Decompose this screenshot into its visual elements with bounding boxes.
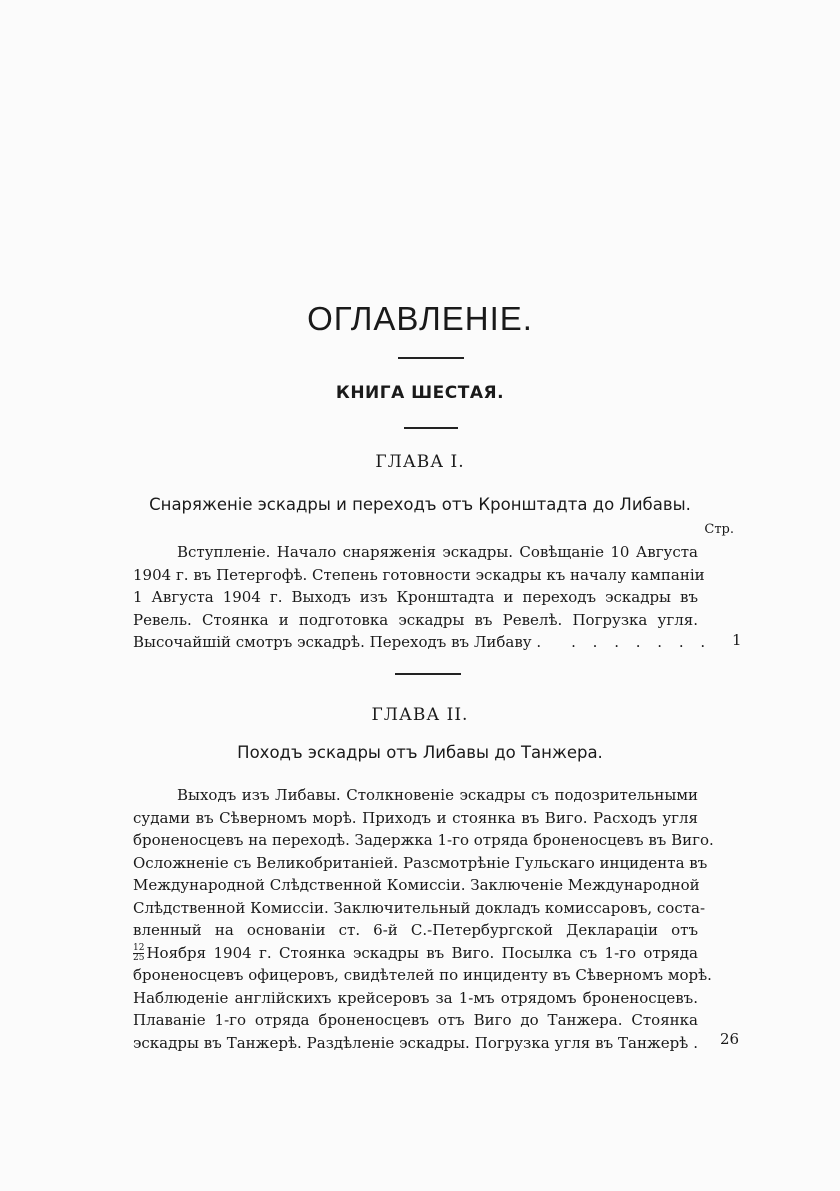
summary-line: Ноября 1904 г. Стоянка эскадры въ Виго. Посылка съ 1-го отряда: [146, 943, 698, 962]
chapter-2-subtitle: Походъ эскадры отъ Либавы до Танжера.: [237, 743, 603, 762]
summary-line: эскадры въ Танжерѣ. Раздѣленіе эскадры. Погрузка угля въ Танжерѣ .: [133, 1033, 698, 1052]
fraction-numerator: 12: [133, 943, 145, 953]
summary-line: судами въ Сѣверномъ морѣ. Приходъ и стоянка въ Виго. Расходъ угля: [133, 808, 698, 827]
book-divider: [404, 427, 458, 429]
chapter-1-heading: ГЛАВА I.: [375, 452, 465, 472]
summary-line: Слѣдственной Комиссіи. Заключительный докладъ комиссаровъ, соста-: [133, 898, 706, 917]
summary-line: 1904 г. въ Петергофѣ. Степень готовности эскадры къ началу кампаніи: [133, 565, 705, 584]
summary-line-with-fraction: [133, 942, 698, 965]
summary-line: Плаваніе 1-го отряда броненосцевъ отъ Виго до Танжера. Стоянка: [133, 1011, 698, 1029]
leader-dots: . . . . . . .: [571, 633, 712, 651]
summary-line: Высочайшій смотръ эскадрѣ. Переходъ въ Либаву .: [133, 633, 542, 651]
summary-line: броненосцевъ на переходѣ. Задержка 1-го отряда броненосцевъ въ Виго.: [133, 831, 714, 849]
summary-line: Наблюденіе англійскихъ крейсеровъ за 1-мъ отрядомъ броненосцевъ.: [133, 988, 698, 1007]
summary-line: Ревель. Стоянка и подготовка эскадры въ Ревелѣ. Погрузка угля.: [133, 610, 698, 629]
title-divider: [398, 357, 464, 359]
chapter-2-heading: ГЛАВА II.: [371, 705, 469, 725]
summary-line: вленный на основаніи ст. 6-й С.-Петербургской Декларацiи отъ: [133, 921, 698, 939]
summary-line: 1 Августа 1904 г. Выходъ изъ Кронштадта и переходъ эскадры въ: [133, 588, 698, 606]
chapter-1-page-number: 1: [732, 631, 742, 649]
chapter-divider: [395, 673, 461, 675]
summary-line: броненосцевъ офицеровъ, свидѣтелей по инциденту въ Сѣверномъ морѣ.: [133, 966, 712, 984]
fraction-denominator: 25: [133, 953, 145, 963]
summary-line: Международной Слѣдственной Комиссіи. Заключеніе Международной: [133, 876, 700, 894]
summary-line: Вступленіе. Начало снаряженія эскадры. Совѣщаніе 10 Августа: [177, 543, 698, 561]
chapter-1-subtitle: Снаряженіе эскадры и переходъ отъ Кронштадта до Либавы.: [149, 495, 691, 514]
summary-line-last: [133, 631, 712, 654]
chapter-2-page-number: 26: [720, 1030, 740, 1048]
date-fraction: [133, 944, 144, 963]
book-heading: КНИГА ШЕСТАЯ.: [335, 383, 505, 403]
page-title: ОГЛАВЛЕНІЕ.: [307, 300, 533, 337]
page-column-label: Стр.: [704, 522, 734, 537]
summary-line: Осложненіе съ Великобританіей. Разсмотрѣніе Гульскаго инцидента въ: [133, 853, 708, 872]
summary-line: Выходъ изъ Либавы. Столкновеніе эскадры съ подозрительными: [177, 786, 698, 804]
chapter-2-summary: [133, 784, 714, 1054]
chapter-1-summary: [133, 541, 712, 654]
